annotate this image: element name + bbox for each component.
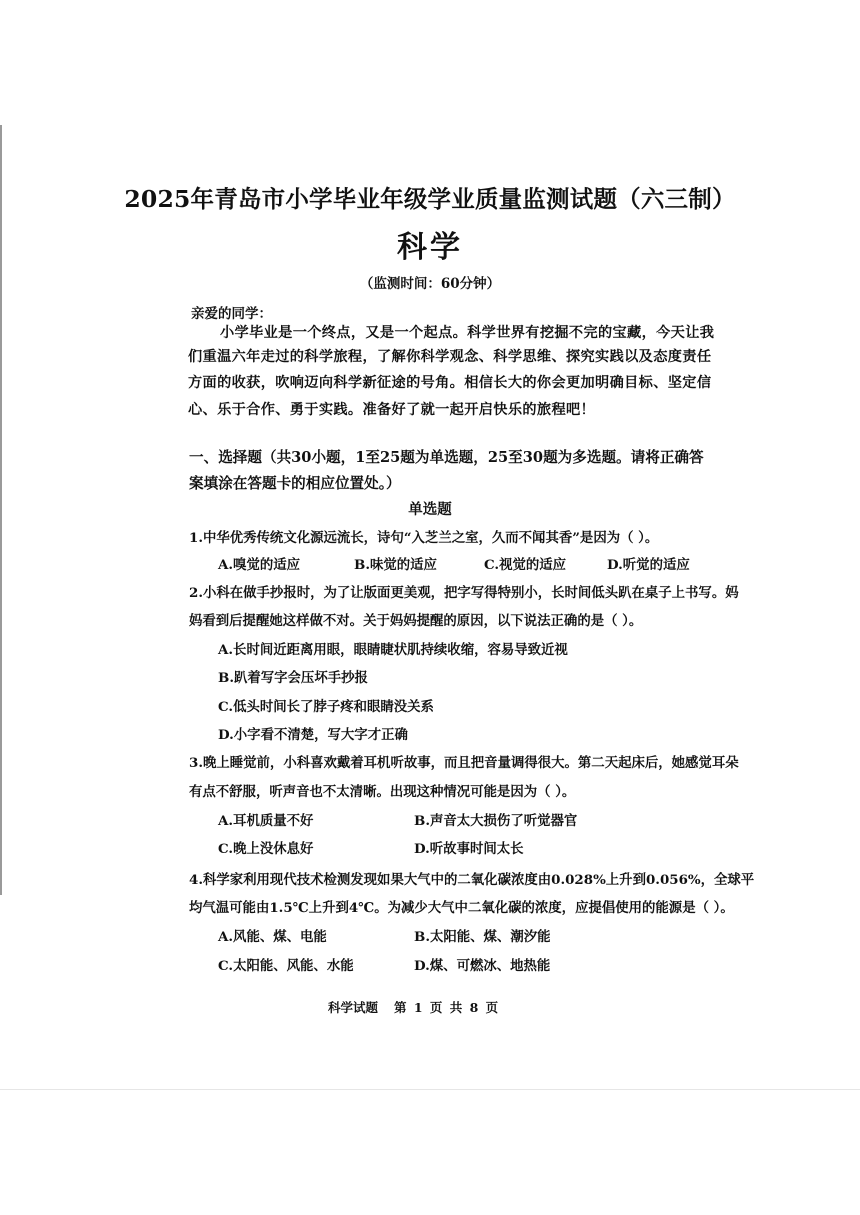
page-edge: [0, 1089, 860, 1090]
footer-subject: 科学试题: [328, 1000, 379, 1015]
option-1b: B.味觉的适应: [354, 557, 437, 573]
intro-line: 们重温六年走过的科学旅程，了解你科学观念、科学思维、探究实践以及态度责任: [188, 349, 712, 365]
intro-line: 心、乐于合作、勇于实践。准备好了就一起开启快乐的旅程吧！: [188, 402, 596, 418]
option-2d: D.小字看不清楚，写大字才正确: [218, 727, 408, 743]
page-footer: [328, 998, 514, 1016]
exam-duration: （监测时间：60分钟）: [359, 276, 501, 292]
question-2: 2.小科在做手抄报时，为了让版面更美观，把字写得特别小，长时间低头趴在桌子上书写。妈: [189, 585, 739, 601]
option-2a: A.长时间近距离用眼，眼睛睫状肌持续收缩，容易导致近视: [218, 642, 568, 658]
option-2b: B.趴着写字会压坏手抄报: [218, 670, 368, 686]
footer-page-info: 第 1 页 共 8 页: [394, 1000, 499, 1015]
intro-line: 小学毕业是一个终点，又是一个起点。科学世界有挖掘不完的宝藏，今天让我: [220, 325, 715, 341]
intro-line: 方面的收获，吹响迈向科学新征途的号角。相信长大的你会更加明确目标、坚定信: [188, 375, 712, 391]
greeting: 亲爱的同学：: [191, 306, 272, 322]
question-3-cont: 有点不舒服，听声音也不太清晰。出现这种情况可能是因为（ ）。: [189, 784, 576, 800]
option-4c: C.太阳能、风能、水能: [218, 958, 354, 974]
exam-title: 2025年青岛市小学毕业年级学业质量监测试题（六三制）: [124, 185, 736, 213]
question-4: 4.科学家利用现代技术检测发现如果大气中的二氧化碳浓度由0.028%上升到0.056%，全球平: [189, 872, 755, 888]
option-4a: A.风能、煤、电能: [218, 929, 327, 945]
question-2-cont: 妈看到后提醒她这样做不对。关于妈妈提醒的原因，以下说法正确的是（ ）。: [189, 613, 643, 629]
option-3b: B.声音太大损伤了听觉器官: [414, 813, 578, 829]
option-3c: C.晚上没休息好: [218, 841, 314, 857]
subject-title: 科学: [397, 230, 463, 265]
option-1c: C.视觉的适应: [484, 557, 567, 573]
single-choice-label: 单选题: [408, 501, 452, 518]
question-1: 1.中华优秀传统文化源远流长，诗句“入芝兰之室，久而不闻其香”是因为（ ）。: [189, 530, 659, 546]
option-3a: A.耳机质量不好: [218, 813, 314, 829]
option-3d: D.听故事时间太长: [414, 841, 524, 857]
question-4-cont: 均气温可能由1.5℃上升到4℃。为减少大气中二氧化碳的浓度，应提倡使用的能源是（ ）。: [189, 900, 734, 916]
option-2c: C.低头时间长了脖子疼和眼睛没关系: [218, 699, 434, 715]
option-4d: D.煤、可燃冰、地热能: [414, 958, 551, 974]
question-3: 3.晚上睡觉前，小科喜欢戴着耳机听故事，而且把音量调得很大。第二天起床后，她感觉耳朵: [189, 755, 739, 771]
option-1a: A.嗅觉的适应: [218, 557, 301, 573]
section-heading: 一、选择题（共30小题，1至25题为单选题，25至30题为多选题。请将正确答: [189, 449, 704, 466]
option-4b: B.太阳能、煤、潮汐能: [414, 929, 551, 945]
section-heading-cont: 案填涂在答题卡的相应位置处。）: [189, 475, 401, 492]
option-1d: D.听觉的适应: [607, 557, 690, 573]
